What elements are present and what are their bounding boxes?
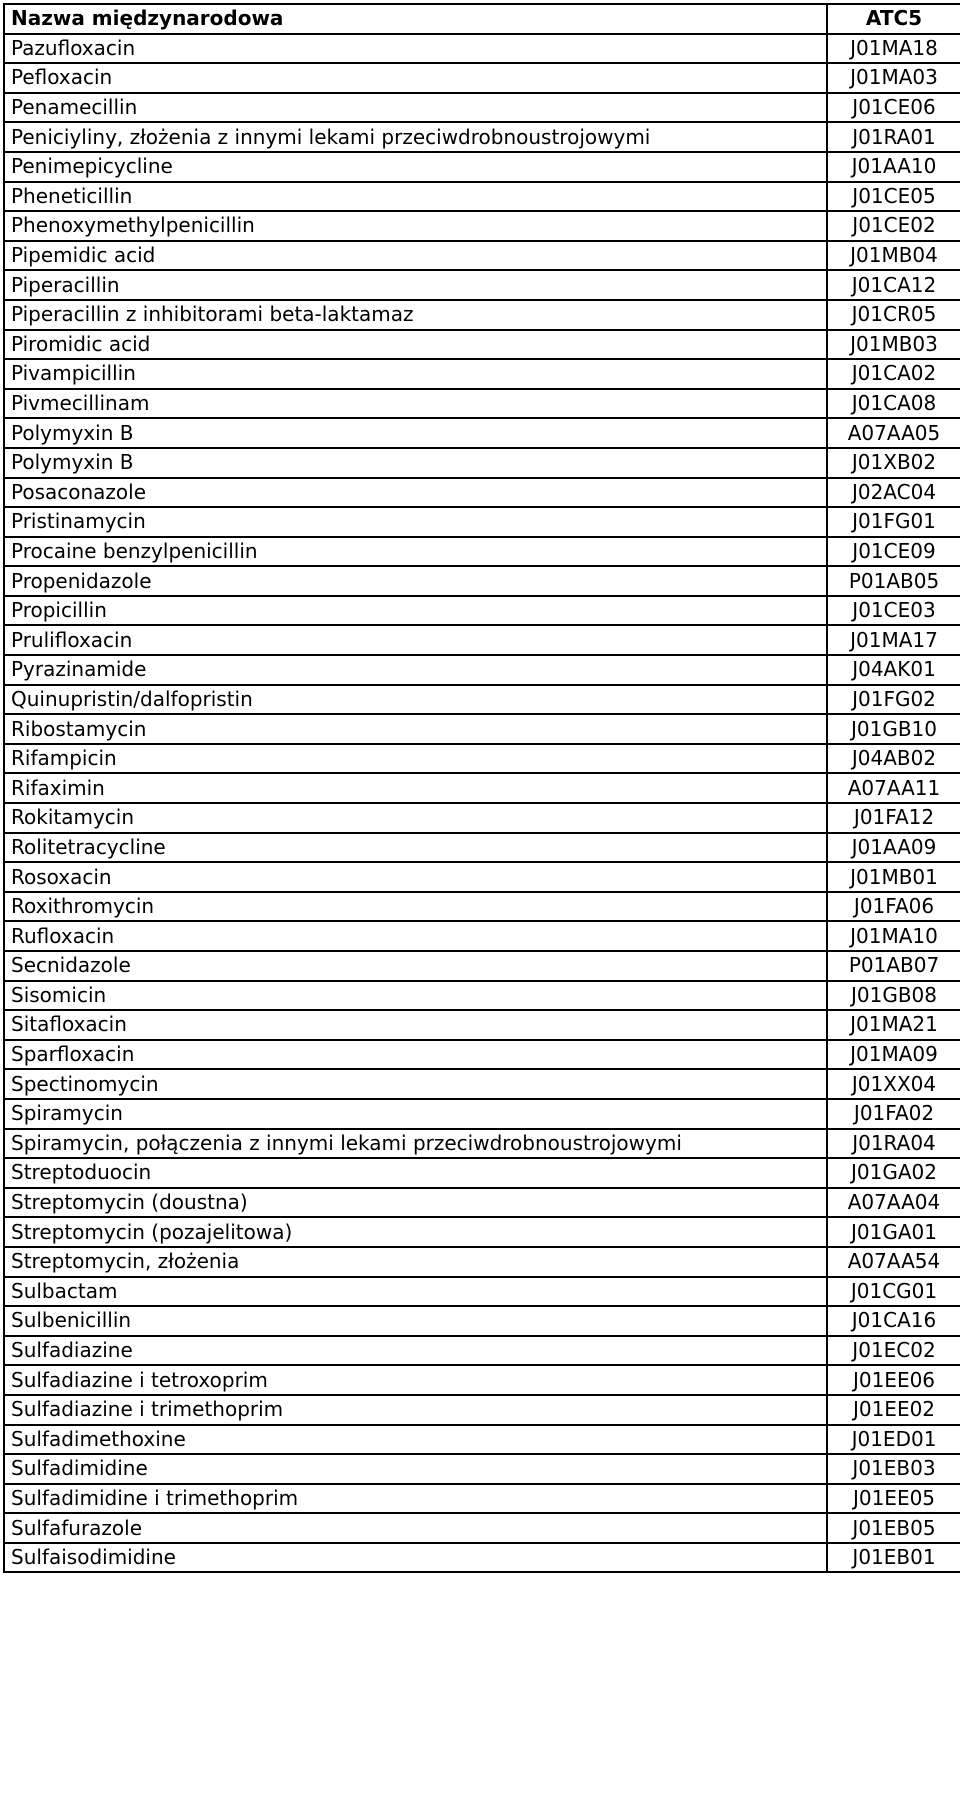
- atc-code-cell: J01XX04: [827, 1069, 960, 1099]
- atc-code-cell: J02AC04: [827, 478, 960, 508]
- table-row: [4, 921, 960, 951]
- table-header-row: [4, 4, 960, 34]
- drug-name-cell: Sulfadimidine: [4, 1454, 827, 1484]
- table-row: [4, 211, 960, 241]
- atc-code-cell: J01CG01: [827, 1277, 960, 1307]
- atc-code-cell: J04AK01: [827, 655, 960, 685]
- drug-name-cell: Sulbactam: [4, 1277, 827, 1307]
- table-row: [4, 1158, 960, 1188]
- drug-name-cell: Rokitamycin: [4, 803, 827, 833]
- table-row: [4, 1040, 960, 1070]
- atc-code-cell: J01EB05: [827, 1513, 960, 1543]
- drug-name-cell: Peniciyliny, złożenia z innymi lekami przeciwdrobnoustrojowymi: [4, 122, 827, 152]
- table-row: [4, 951, 960, 981]
- table-row: [4, 330, 960, 360]
- table-row: [4, 241, 960, 271]
- table-row: [4, 1454, 960, 1484]
- table-row: [4, 892, 960, 922]
- drug-name-cell: Quinupristin/dalfopristin: [4, 685, 827, 715]
- table-row: [4, 1336, 960, 1366]
- table-row: [4, 1129, 960, 1159]
- drug-name-cell: Phenoxymethylpenicillin: [4, 211, 827, 241]
- atc-code-cell: J01EE06: [827, 1365, 960, 1395]
- atc-code-cell: J01MB04: [827, 241, 960, 271]
- table-body: [4, 34, 960, 1573]
- atc-code-cell: J01FG01: [827, 507, 960, 537]
- drug-name-cell: Spectinomycin: [4, 1069, 827, 1099]
- drug-name-cell: Pazufloxacin: [4, 34, 827, 64]
- table-row: [4, 1425, 960, 1455]
- atc-code-cell: J01FA12: [827, 803, 960, 833]
- atc-code-cell: J01EB03: [827, 1454, 960, 1484]
- drug-name-cell: Piperacillin z inhibitorami beta-laktamaz: [4, 300, 827, 330]
- atc-table: [3, 3, 960, 1573]
- atc-code-cell: J01CE06: [827, 93, 960, 123]
- atc-code-cell: J01ED01: [827, 1425, 960, 1455]
- drug-name-cell: Pivampicillin: [4, 359, 827, 389]
- table-row: [4, 1513, 960, 1543]
- atc-code-cell: J01RA01: [827, 122, 960, 152]
- drug-name-cell: Rufloxacin: [4, 921, 827, 951]
- drug-name-cell: Sitafloxacin: [4, 1010, 827, 1040]
- table-row: [4, 744, 960, 774]
- table-row: [4, 270, 960, 300]
- table-row: [4, 537, 960, 567]
- drug-name-cell: Pipemidic acid: [4, 241, 827, 271]
- atc-code-cell: J01CE05: [827, 182, 960, 212]
- drug-name-cell: Posaconazole: [4, 478, 827, 508]
- table-row: [4, 596, 960, 626]
- table-row: [4, 1543, 960, 1573]
- drug-name-cell: Sulfaisodimidine: [4, 1543, 827, 1573]
- atc-code-cell: J01MA18: [827, 34, 960, 64]
- atc-code-cell: J01CE02: [827, 211, 960, 241]
- table-row: [4, 625, 960, 655]
- table-row: [4, 1484, 960, 1514]
- drug-name-cell: Roxithromycin: [4, 892, 827, 922]
- drug-name-cell: Sulfadiazine: [4, 1336, 827, 1366]
- atc-code-cell: A07AA11: [827, 773, 960, 803]
- drug-name-cell: Piperacillin: [4, 270, 827, 300]
- drug-name-cell: Propicillin: [4, 596, 827, 626]
- table-row: [4, 655, 960, 685]
- drug-name-cell: Sulfadiazine i trimethoprim: [4, 1395, 827, 1425]
- atc-code-cell: J01AA10: [827, 152, 960, 182]
- drug-name-cell: Propenidazole: [4, 566, 827, 596]
- atc-code-cell: J01MA17: [827, 625, 960, 655]
- table-row: [4, 1099, 960, 1129]
- drug-name-cell: Sisomicin: [4, 981, 827, 1011]
- atc-code-cell: J01AA09: [827, 833, 960, 863]
- drug-name-cell: Sulbenicillin: [4, 1306, 827, 1336]
- atc-code-cell: J01FA02: [827, 1099, 960, 1129]
- drug-name-cell: Sulfadimidine i trimethoprim: [4, 1484, 827, 1514]
- drug-name-cell: Spiramycin, połączenia z innymi lekami przeciwdrobnoustrojowymi: [4, 1129, 827, 1159]
- drug-name-cell: Ribostamycin: [4, 714, 827, 744]
- atc-code-cell: J01RA04: [827, 1129, 960, 1159]
- atc-code-cell: J01MA10: [827, 921, 960, 951]
- atc-code-cell: J01EE05: [827, 1484, 960, 1514]
- atc-code-cell: J01GA02: [827, 1158, 960, 1188]
- atc-code-cell: J01CA08: [827, 389, 960, 419]
- table-row: [4, 833, 960, 863]
- atc-code-cell: J01CR05: [827, 300, 960, 330]
- table-row: [4, 448, 960, 478]
- table-row: [4, 122, 960, 152]
- table-row: [4, 34, 960, 64]
- table-row: [4, 359, 960, 389]
- table-row: [4, 418, 960, 448]
- table-row: [4, 1247, 960, 1277]
- atc-code-cell: J01EC02: [827, 1336, 960, 1366]
- atc-code-cell: J01FA06: [827, 892, 960, 922]
- header-name: Nazwa międzynarodowa: [4, 4, 827, 34]
- atc-code-cell: J01GA01: [827, 1217, 960, 1247]
- table-row: [4, 714, 960, 744]
- drug-name-cell: Streptomycin (pozajelitowa): [4, 1217, 827, 1247]
- atc-code-cell: J01CE03: [827, 596, 960, 626]
- atc-code-cell: J01FG02: [827, 685, 960, 715]
- atc-code-cell: J01MB01: [827, 862, 960, 892]
- drug-name-cell: Streptomycin (doustna): [4, 1188, 827, 1218]
- table-row: [4, 93, 960, 123]
- drug-name-cell: Streptomycin, złożenia: [4, 1247, 827, 1277]
- drug-name-cell: Spiramycin: [4, 1099, 827, 1129]
- table-row: [4, 1277, 960, 1307]
- table-row: [4, 981, 960, 1011]
- table-row: [4, 566, 960, 596]
- atc-code-cell: P01AB05: [827, 566, 960, 596]
- drug-name-cell: Polymyxin B: [4, 448, 827, 478]
- table-row: [4, 685, 960, 715]
- table-row: [4, 182, 960, 212]
- atc-code-cell: P01AB07: [827, 951, 960, 981]
- table-row: [4, 152, 960, 182]
- atc-code-cell: A07AA54: [827, 1247, 960, 1277]
- atc-code-cell: J01CE09: [827, 537, 960, 567]
- table-row: [4, 389, 960, 419]
- table-row: [4, 1188, 960, 1218]
- drug-name-cell: Sulfadiazine i tetroxoprim: [4, 1365, 827, 1395]
- table-row: [4, 1306, 960, 1336]
- table-row: [4, 1217, 960, 1247]
- drug-name-cell: Penimepicycline: [4, 152, 827, 182]
- drug-name-cell: Pristinamycin: [4, 507, 827, 537]
- table-row: [4, 507, 960, 537]
- header-code: ATC5: [827, 4, 960, 34]
- drug-name-cell: Procaine benzylpenicillin: [4, 537, 827, 567]
- drug-name-cell: Piromidic acid: [4, 330, 827, 360]
- drug-name-cell: Pheneticillin: [4, 182, 827, 212]
- table-row: [4, 1365, 960, 1395]
- atc-code-cell: J01MA21: [827, 1010, 960, 1040]
- table-row: [4, 63, 960, 93]
- table-row: [4, 478, 960, 508]
- table-row: [4, 862, 960, 892]
- atc-code-cell: J01MA03: [827, 63, 960, 93]
- atc-code-cell: J01CA02: [827, 359, 960, 389]
- atc-code-cell: J01XB02: [827, 448, 960, 478]
- atc-code-cell: A07AA05: [827, 418, 960, 448]
- table-row: [4, 773, 960, 803]
- atc-code-cell: J01MA09: [827, 1040, 960, 1070]
- drug-name-cell: Secnidazole: [4, 951, 827, 981]
- drug-name-cell: Sulfadimethoxine: [4, 1425, 827, 1455]
- table-row: [4, 300, 960, 330]
- drug-name-cell: Pivmecillinam: [4, 389, 827, 419]
- drug-name-cell: Streptoduocin: [4, 1158, 827, 1188]
- atc-code-cell: J01EB01: [827, 1543, 960, 1573]
- drug-name-cell: Sulfafurazole: [4, 1513, 827, 1543]
- atc-code-cell: J01GB10: [827, 714, 960, 744]
- atc-code-cell: J01CA12: [827, 270, 960, 300]
- drug-name-cell: Pefloxacin: [4, 63, 827, 93]
- drug-name-cell: Sparfloxacin: [4, 1040, 827, 1070]
- drug-name-cell: Pyrazinamide: [4, 655, 827, 685]
- atc-code-cell: J04AB02: [827, 744, 960, 774]
- atc-code-cell: J01GB08: [827, 981, 960, 1011]
- drug-name-cell: Rolitetracycline: [4, 833, 827, 863]
- drug-name-cell: Penamecillin: [4, 93, 827, 123]
- drug-name-cell: Rifampicin: [4, 744, 827, 774]
- drug-name-cell: Rifaximin: [4, 773, 827, 803]
- atc-code-cell: A07AA04: [827, 1188, 960, 1218]
- atc-code-cell: J01EE02: [827, 1395, 960, 1425]
- drug-name-cell: Polymyxin B: [4, 418, 827, 448]
- table-row: [4, 1395, 960, 1425]
- atc-code-cell: J01CA16: [827, 1306, 960, 1336]
- atc-code-cell: J01MB03: [827, 330, 960, 360]
- table-row: [4, 1069, 960, 1099]
- drug-name-cell: Rosoxacin: [4, 862, 827, 892]
- table-row: [4, 1010, 960, 1040]
- drug-name-cell: Prulifloxacin: [4, 625, 827, 655]
- table-row: [4, 803, 960, 833]
